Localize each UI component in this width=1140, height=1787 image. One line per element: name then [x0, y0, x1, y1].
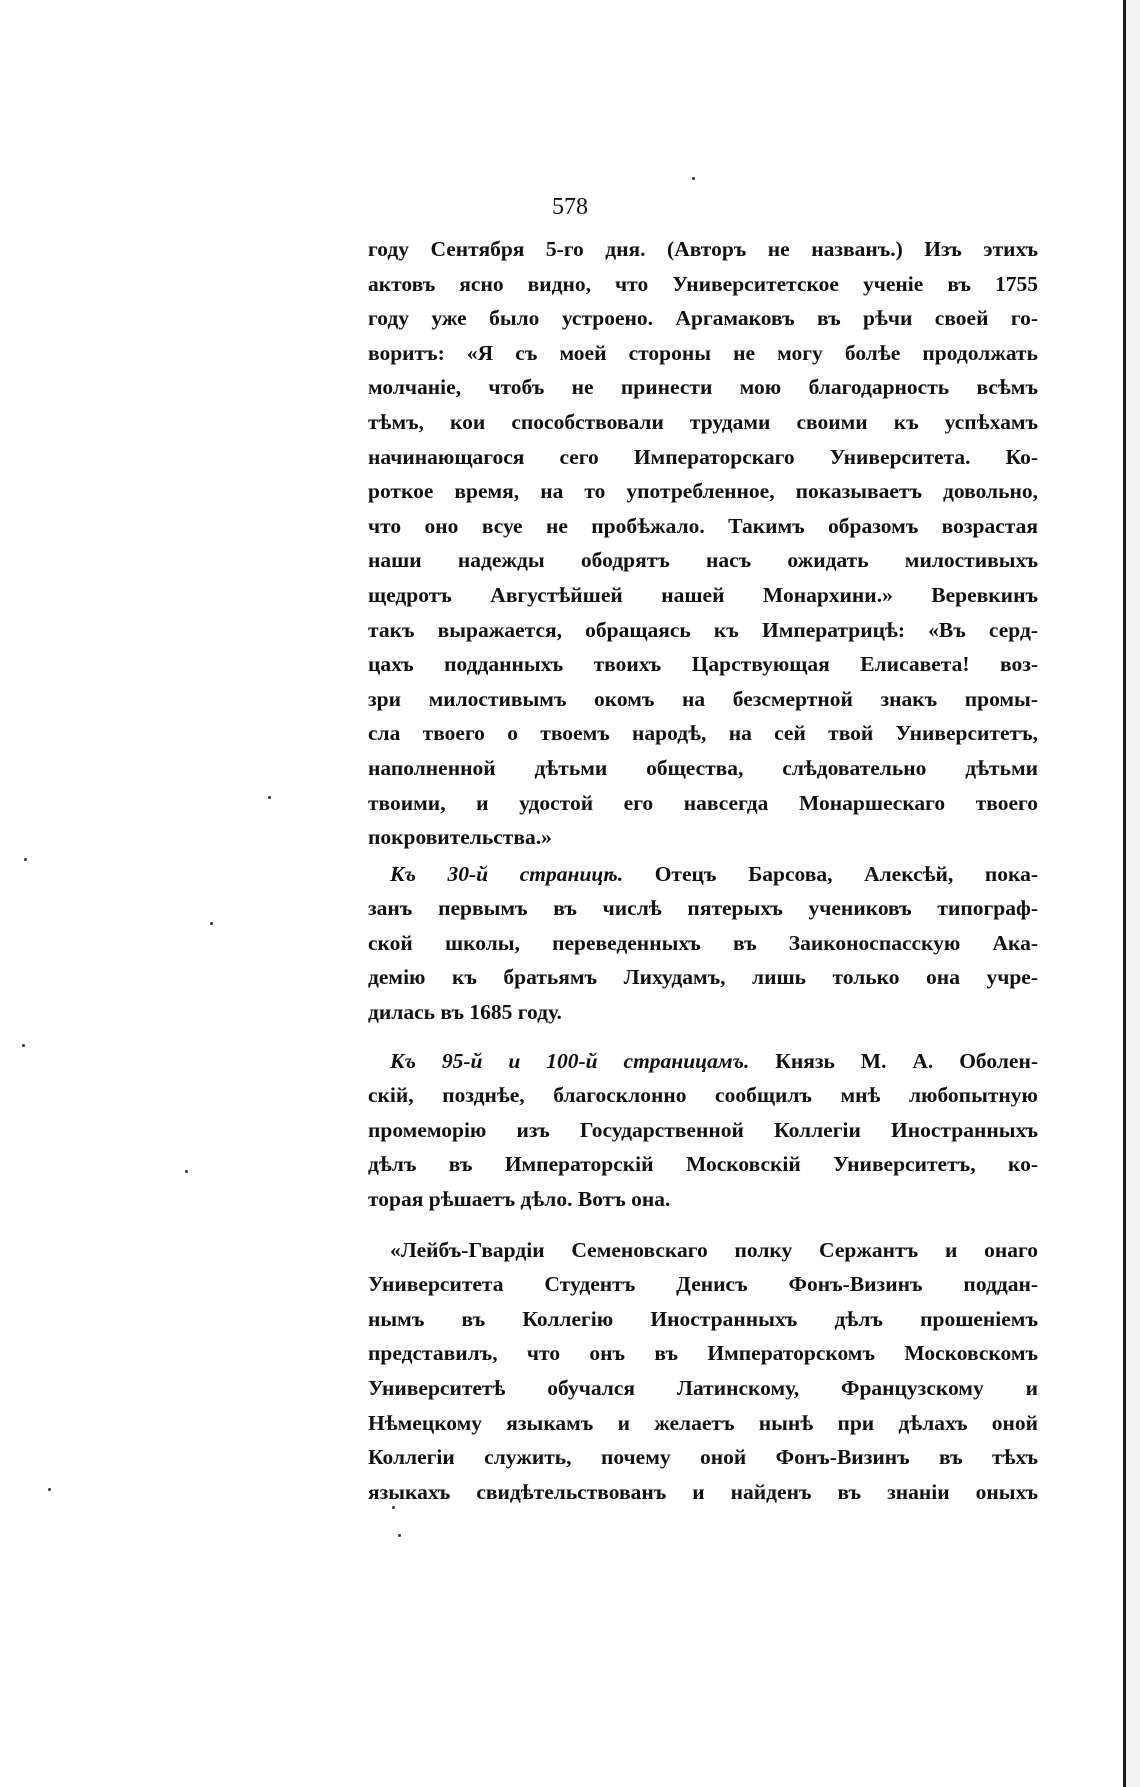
text-line — [368, 857, 1038, 892]
text-line — [368, 1044, 1038, 1079]
scan-speck — [185, 1170, 188, 1173]
text-line: промеморію изъ Государственной Коллегіи Иностранныхъ — [368, 1117, 1038, 1142]
text-line: зри милостивымъ окомъ на безсмертной знакъ промы- — [368, 686, 1038, 711]
text-line: «Лейбъ-Гвардіи Семеновскаго полку Сержантъ и онаго — [390, 1237, 1038, 1262]
scan-speck — [210, 922, 213, 925]
scan-speck — [48, 1488, 51, 1491]
body-text — [368, 232, 1038, 1509]
text-line: языкахъ свидѣтельствованъ и найденъ въ знаніи оныхъ — [368, 1479, 1038, 1504]
page-number: 578 — [552, 194, 588, 220]
text-line: Университета Студентъ Денисъ Фонъ-Визинъ поддан- — [368, 1272, 1038, 1297]
text-line: тѣмъ, кои способствовали трудами своими къ успѣхамъ — [368, 409, 1038, 434]
scan-speck — [268, 796, 271, 799]
scan-speck — [398, 1534, 401, 1537]
text-line: Нѣмецкому языкамъ и желаетъ нынѣ при дѣлахъ оной — [368, 1410, 1038, 1435]
text-line: цахъ подданныхъ твоихъ Царствующая Елисавета! воз- — [368, 652, 1038, 677]
text-line: году Сентября 5-го дня. (Авторъ не названъ.) Изъ этихъ — [368, 237, 1038, 261]
paragraph-4-quote — [368, 1233, 1038, 1510]
text-line: дилась въ 1685 году. — [368, 1000, 562, 1025]
scan-speck — [692, 177, 695, 180]
text-line: актовъ ясно видно, что Университетское ученіе въ 1755 — [368, 271, 1038, 296]
paragraph-lead: Къ 95-й и 100-й страницамъ. — [390, 1048, 750, 1073]
text-line: демію къ братьямъ Лихудамъ, лишь только она учре- — [368, 965, 1038, 990]
text-line: ской школы, переведенныхъ въ Заиконоспасскую Ака- — [368, 930, 1038, 955]
text-line: такъ выражается, обращаясь къ Императрицѣ: «Въ серд- — [368, 617, 1038, 642]
scan-speck — [24, 858, 27, 861]
scan-speck — [22, 1044, 25, 1047]
text-line: Университетѣ обучался Латинскому, Французскому и — [368, 1376, 1038, 1400]
text-line: скій, позднѣе, благосклонно сообщилъ мнѣ любопытную — [368, 1083, 1038, 1108]
text-line: занъ первымъ въ числѣ пятерыхъ учениковъ типограф- — [368, 896, 1038, 921]
paragraph-1 — [368, 232, 1038, 855]
scan-speck — [392, 1506, 395, 1509]
text-run: Отецъ Барсова, Алексѣй, пока- — [623, 861, 1039, 886]
text-line: молчаніе, чтобъ не принести мою благодарность всѣмъ — [368, 375, 1038, 400]
text-run: Князь М. А. Оболен- — [749, 1048, 1038, 1073]
text-line: году уже было устроено. Аргамаковъ въ рѣчи своей го- — [368, 306, 1038, 331]
text-line: сла твоего о твоемъ народѣ, на сей твой Университетъ, — [368, 721, 1038, 746]
text-line: начинающагося сего Императорскаго Университета. Ко- — [368, 444, 1038, 469]
text-line: нымъ въ Коллегію Иностранныхъ дѣлъ прошеніемъ — [368, 1306, 1038, 1331]
text-line: покровительства.» — [368, 825, 552, 850]
paragraph-3 — [368, 1044, 1038, 1217]
text-line: что оно всуе не пробѣжало. Такимъ образомъ возрастая — [368, 513, 1038, 538]
text-line: торая рѣшаетъ дѣло. Вотъ она. — [368, 1187, 671, 1212]
text-line: дѣлъ въ Императорскій Московскій Университетъ, ко- — [368, 1152, 1038, 1177]
text-line: наши надежды ободрятъ насъ ожидать милостивыхъ — [368, 548, 1038, 573]
text-line: воритъ: «Я съ моей стороны не могу болѣе продолжать — [368, 340, 1038, 365]
paragraph-2 — [368, 857, 1038, 1030]
paragraph-lead: Къ 30-й страницѣ. — [390, 861, 624, 886]
text-line: роткое время, на то употребленное, показываетъ довольно, — [368, 479, 1038, 504]
text-line: твоими, и удостой его навсегда Монаршескаго твоего — [368, 790, 1038, 815]
text-line: представилъ, что онъ въ Императорскомъ Московскомъ — [368, 1341, 1038, 1366]
text-line: Коллегіи служить, почему оной Фонъ-Визинъ въ тѣхъ — [368, 1445, 1038, 1470]
text-line: наполненной дѣтьми общества, слѣдовательно дѣтьми — [368, 755, 1038, 780]
page-binding-edge — [1123, 0, 1140, 1787]
text-line: щедротъ Августѣйшей нашей Монархини.» Веревкинъ — [368, 582, 1038, 607]
